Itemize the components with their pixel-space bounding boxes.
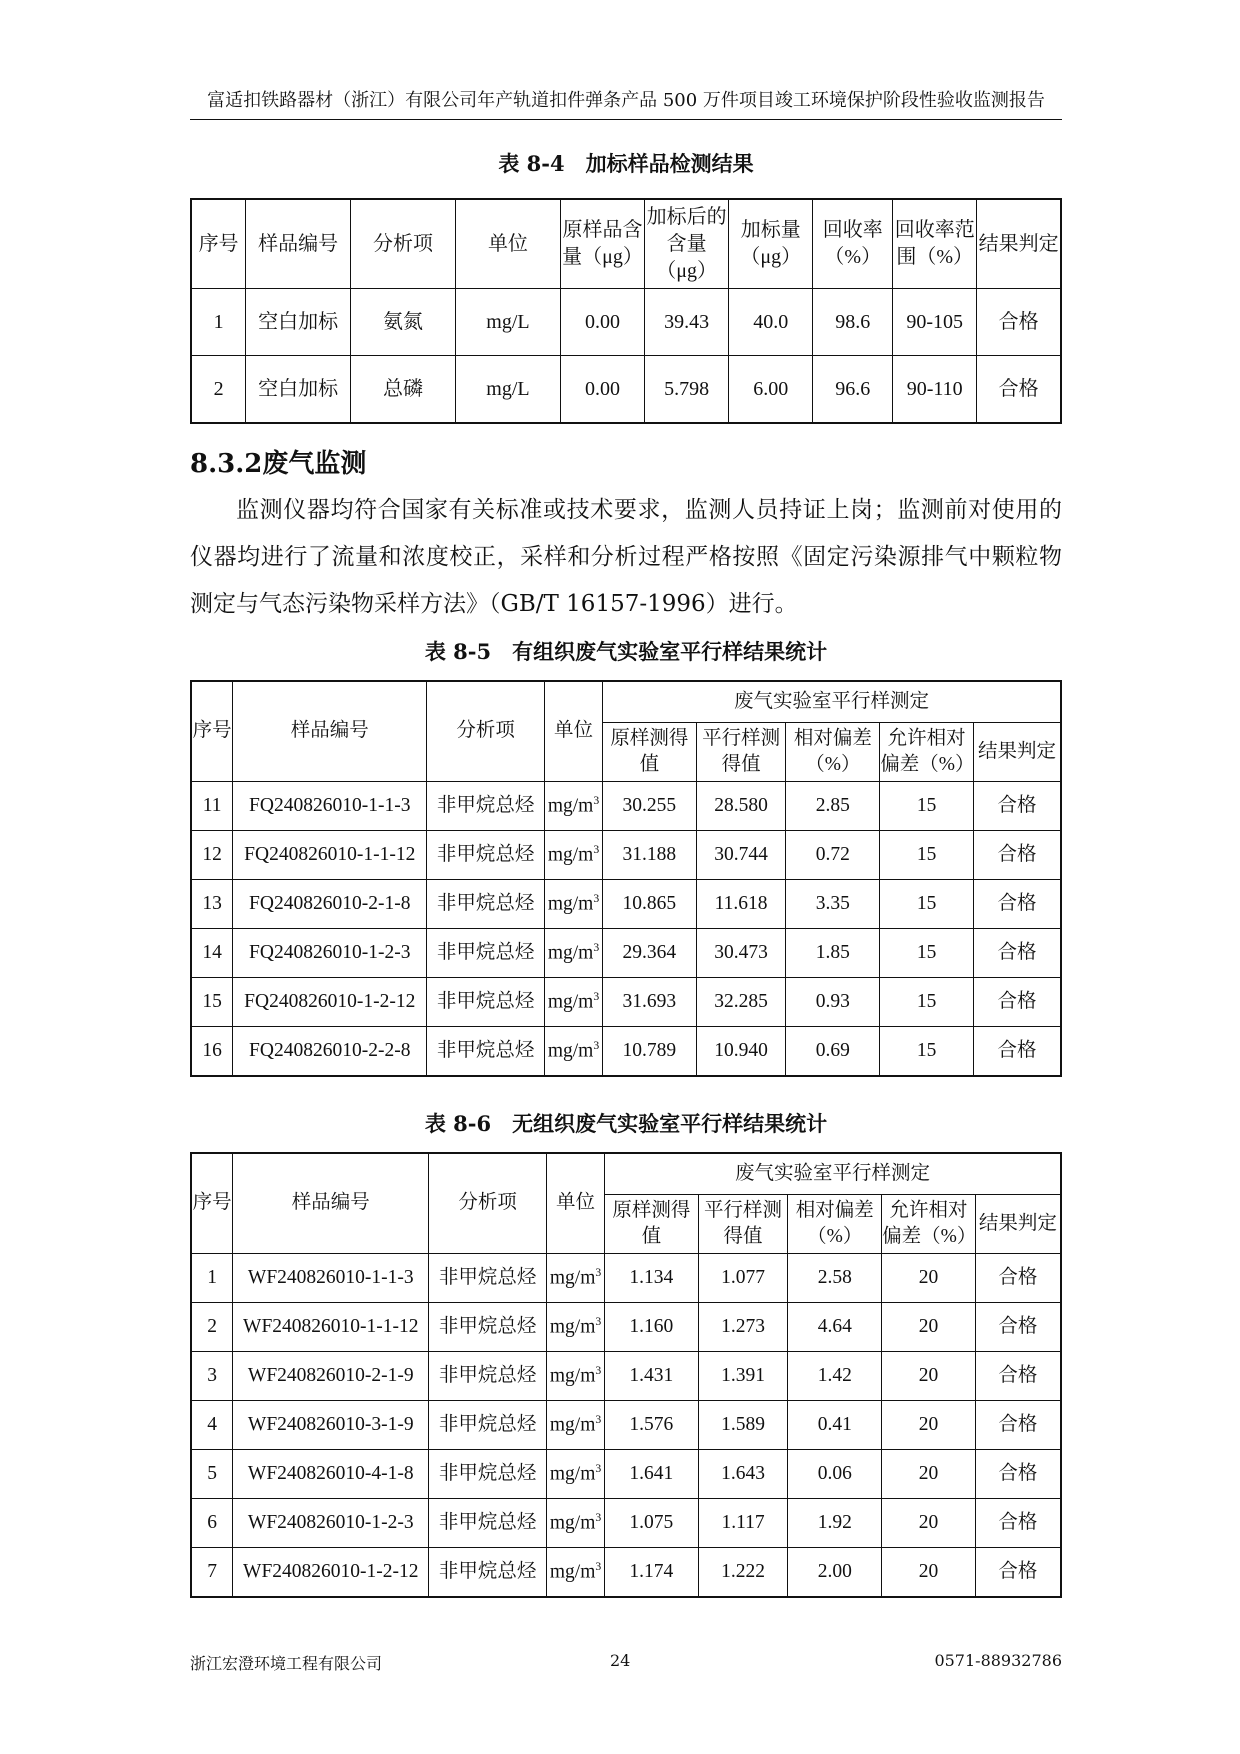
cell: WF240826010-1-1-3	[233, 1254, 429, 1303]
cell: 非甲烷总烃	[427, 978, 545, 1027]
header-group-cell: 废气实验室平行样测定	[603, 681, 1062, 723]
unit-text: mg/m	[549, 1463, 596, 1485]
cell: WF240826010-1-1-12	[233, 1303, 429, 1352]
cell: 96.6	[813, 356, 893, 424]
table-row	[191, 1303, 1061, 1352]
cell: 11	[191, 782, 233, 831]
cell: 30.473	[696, 929, 786, 978]
cell: FQ240826010-1-1-12	[233, 831, 427, 880]
unit-cell: $mg/m^3$	[545, 1027, 603, 1077]
cell: 0.69	[786, 1027, 880, 1077]
unit-cell: $mg/m^3$	[547, 1352, 605, 1401]
cell: 15	[880, 831, 974, 880]
cell: 非甲烷总烃	[427, 880, 545, 929]
table-row	[191, 1254, 1061, 1303]
cell: 合格	[973, 1027, 1061, 1077]
unit-cell: $mg/m^3$	[547, 1499, 605, 1548]
table-header-row	[191, 1153, 1061, 1195]
cell: WF240826010-1-2-12	[233, 1548, 429, 1598]
header-cell: 相对偏差（%）	[786, 723, 880, 782]
section-paragraph: 监测仪器均符合国家有关标准或技术要求，监测人员持证上岗；监测前对使用的仪器均进行了流量和浓度校正，采样和分析过程严格按照《固定污染源排气中颗粒物测定与气态污染物采样方法》（GB/T 16157-1996）进行。	[190, 497, 1062, 617]
cell: 7	[191, 1548, 233, 1598]
cell: 15	[880, 1027, 974, 1077]
header-cell: 样品编号	[233, 681, 427, 782]
cell: 合格	[975, 1303, 1061, 1352]
cell: 14	[191, 929, 233, 978]
unit-cell: $mg/m^3$	[545, 782, 603, 831]
cell: 0.72	[786, 831, 880, 880]
table-row	[191, 831, 1061, 880]
cell: 1.391	[698, 1352, 788, 1401]
cell: 3	[191, 1352, 233, 1401]
unit-text: mg/m	[549, 1316, 596, 1338]
cell: 合格	[975, 1499, 1061, 1548]
header-cell: 回收率范围（%）	[893, 199, 977, 289]
unit-text: mg/m	[547, 844, 594, 866]
header-cell: 原样测得值	[603, 723, 697, 782]
footer-company: 浙江宏澄环境工程有限公司	[190, 1654, 383, 1673]
unit-cell: $mg/m^3$	[545, 880, 603, 929]
cell: 1.077	[698, 1254, 788, 1303]
cell: 非甲烷总烃	[429, 1352, 547, 1401]
header-cell: 分析项	[427, 681, 545, 782]
unit-cell: $mg/m^3$	[545, 978, 603, 1027]
table-8-4-caption: 表 8-4 加标样品检测结果	[498, 151, 754, 176]
cell: 合格	[973, 831, 1061, 880]
cell: 合格	[977, 356, 1061, 424]
cell: 1.117	[698, 1499, 788, 1548]
cell: 非甲烷总烃	[429, 1548, 547, 1598]
unit-cell: $mg/m^3$	[545, 929, 603, 978]
cell: 非甲烷总烃	[429, 1303, 547, 1352]
table-row	[191, 978, 1061, 1027]
table-row	[191, 782, 1061, 831]
cell: 非甲烷总烃	[429, 1450, 547, 1499]
cell: FQ240826010-1-1-3	[233, 782, 427, 831]
cell: 15	[191, 978, 233, 1027]
cell: 2.85	[786, 782, 880, 831]
section-title: 8.3.2废气监测	[190, 449, 367, 479]
cell: 合格	[973, 978, 1061, 1027]
header-cell: 结果判定	[977, 199, 1061, 289]
cell: 30.255	[603, 782, 697, 831]
header-cell: 原样测得值	[605, 1195, 699, 1254]
cell: 氨氮	[351, 289, 456, 356]
header-group-cell: 废气实验室平行样测定	[605, 1153, 1061, 1195]
cell: 空白加标	[246, 289, 351, 356]
cell: 0.41	[788, 1401, 882, 1450]
cell: 29.364	[603, 929, 697, 978]
cell: 1.431	[605, 1352, 699, 1401]
cell: 1.42	[788, 1352, 882, 1401]
cell: 1.576	[605, 1401, 699, 1450]
unit-text: mg/m	[547, 942, 594, 964]
cell: 15	[880, 880, 974, 929]
cell: 合格	[977, 289, 1061, 356]
cell: 4	[191, 1401, 233, 1450]
cell: 39.43	[645, 289, 729, 356]
cell: 合格	[975, 1548, 1061, 1598]
cell: 15	[880, 782, 974, 831]
unit-text: mg/m	[549, 1512, 596, 1534]
cell: 20	[882, 1548, 976, 1598]
cell: 10.789	[603, 1027, 697, 1077]
footer-phone: 0571-88932786	[934, 1651, 1062, 1670]
unit-text: mg/m	[547, 1040, 594, 1062]
header-cell: 序号	[191, 199, 246, 289]
cell: 合格	[973, 880, 1061, 929]
cell: 非甲烷总烃	[429, 1254, 547, 1303]
unit-text: mg/m	[549, 1365, 596, 1387]
header-cell: 平行样测得值	[696, 723, 786, 782]
table-8-6	[190, 1152, 1062, 1598]
cell: 1.273	[698, 1303, 788, 1352]
cell: 20	[882, 1254, 976, 1303]
cell: mg/L	[455, 289, 560, 356]
header-cell: 回收率（%）	[813, 199, 893, 289]
table-row	[191, 289, 1061, 356]
cell: 32.285	[696, 978, 786, 1027]
cell: 1	[191, 289, 246, 356]
table-row	[191, 1450, 1061, 1499]
cell: 2.58	[788, 1254, 882, 1303]
cell: 40.0	[729, 289, 813, 356]
cell: 20	[882, 1303, 976, 1352]
cell: 合格	[973, 929, 1061, 978]
cell: 10.865	[603, 880, 697, 929]
table-row	[191, 1027, 1061, 1077]
cell: 非甲烷总烃	[429, 1401, 547, 1450]
unit-text: mg/m	[549, 1414, 596, 1436]
cell: 合格	[973, 782, 1061, 831]
header-cell: 单位	[545, 681, 603, 782]
unit-text: mg/m	[549, 1561, 596, 1583]
header-cell: 单位	[455, 199, 560, 289]
cell: 1.160	[605, 1303, 699, 1352]
unit-cell: $mg/m^3$	[547, 1254, 605, 1303]
cell: 非甲烷总烃	[427, 929, 545, 978]
cell: 12	[191, 831, 233, 880]
cell: 20	[882, 1352, 976, 1401]
cell: WF240826010-1-2-3	[233, 1499, 429, 1548]
cell: 1.222	[698, 1548, 788, 1598]
unit-cell: $mg/m^3$	[545, 831, 603, 880]
table-8-4	[190, 198, 1062, 424]
header-cell: 相对偏差（%）	[788, 1195, 882, 1254]
header-cell: 允许相对偏差（%）	[882, 1195, 976, 1254]
cell: 90-110	[893, 356, 977, 424]
unit-cell: $mg/m^3$	[547, 1303, 605, 1352]
header-cell: 结果判定	[973, 723, 1061, 782]
header-cell: 样品编号	[246, 199, 351, 289]
cell: 10.940	[696, 1027, 786, 1077]
cell: FQ240826010-2-1-8	[233, 880, 427, 929]
cell: 1	[191, 1254, 233, 1303]
cell: 6.00	[729, 356, 813, 424]
header-cell: 序号	[191, 681, 233, 782]
header-cell: 单位	[547, 1153, 605, 1254]
cell: 0.00	[560, 289, 644, 356]
cell: FQ240826010-1-2-3	[233, 929, 427, 978]
cell: 合格	[975, 1450, 1061, 1499]
cell: 1.643	[698, 1450, 788, 1499]
footer-page-number: 24	[610, 1651, 631, 1670]
table-row	[191, 1352, 1061, 1401]
table-row	[191, 1401, 1061, 1450]
cell: 28.580	[696, 782, 786, 831]
cell: FQ240826010-1-2-12	[233, 978, 427, 1027]
unit-text: mg/m	[547, 991, 594, 1013]
table-row	[191, 929, 1061, 978]
cell: 0.93	[786, 978, 880, 1027]
cell: 合格	[975, 1352, 1061, 1401]
cell: 1.92	[788, 1499, 882, 1548]
cell: 非甲烷总烃	[427, 782, 545, 831]
unit-cell: $mg/m^3$	[547, 1450, 605, 1499]
unit-cell: $mg/m^3$	[547, 1548, 605, 1598]
cell: 0.00	[560, 356, 644, 424]
cell: 30.744	[696, 831, 786, 880]
header-cell: 序号	[191, 1153, 233, 1254]
cell: 2.00	[788, 1548, 882, 1598]
cell: 31.188	[603, 831, 697, 880]
cell: 1.641	[605, 1450, 699, 1499]
table-row	[191, 1499, 1061, 1548]
unit-text: mg/m	[549, 1267, 596, 1289]
cell: 1.589	[698, 1401, 788, 1450]
cell: 2	[191, 1303, 233, 1352]
cell: 1.134	[605, 1254, 699, 1303]
header-cell: 加标量（μg）	[729, 199, 813, 289]
cell: mg/L	[455, 356, 560, 424]
cell: 4.64	[788, 1303, 882, 1352]
unit-text: mg/m	[547, 795, 594, 817]
table-row	[191, 880, 1061, 929]
cell: WF240826010-4-1-8	[233, 1450, 429, 1499]
cell: 1.174	[605, 1548, 699, 1598]
cell: 非甲烷总烃	[427, 1027, 545, 1077]
cell: 非甲烷总烃	[429, 1499, 547, 1548]
header-cell: 分析项	[351, 199, 456, 289]
cell: 2	[191, 356, 246, 424]
table-header-row	[191, 681, 1061, 723]
table-row	[191, 356, 1061, 424]
cell: 31.693	[603, 978, 697, 1027]
cell: WF240826010-3-1-9	[233, 1401, 429, 1450]
table-header-row	[191, 199, 1061, 289]
header-cell: 结果判定	[975, 1195, 1061, 1254]
cell: 0.06	[788, 1450, 882, 1499]
header-cell: 允许相对偏差（%）	[880, 723, 974, 782]
cell: 98.6	[813, 289, 893, 356]
cell: 1.85	[786, 929, 880, 978]
cell: 20	[882, 1401, 976, 1450]
cell: FQ240826010-2-2-8	[233, 1027, 427, 1077]
unit-cell: $mg/m^3$	[547, 1401, 605, 1450]
cell: 11.618	[696, 880, 786, 929]
cell: 合格	[975, 1254, 1061, 1303]
cell: WF240826010-2-1-9	[233, 1352, 429, 1401]
table-8-6-caption: 表 8-6 无组织废气实验室平行样结果统计	[424, 1111, 828, 1136]
table-8-5	[190, 680, 1062, 1077]
cell: 90-105	[893, 289, 977, 356]
cell: 5.798	[645, 356, 729, 424]
header-cell: 样品编号	[233, 1153, 429, 1254]
header-cell: 平行样测得值	[698, 1195, 788, 1254]
cell: 非甲烷总烃	[427, 831, 545, 880]
cell: 空白加标	[246, 356, 351, 424]
cell: 16	[191, 1027, 233, 1077]
table-row	[191, 1548, 1061, 1598]
table-8-5-caption: 表 8-5 有组织废气实验室平行样结果统计	[424, 639, 828, 664]
header-cell: 加标后的含量（μg）	[645, 199, 729, 289]
page-header: 富适扣铁路器材（浙江）有限公司年产轨道扣件弹条产品 500 万件项目竣工环境保护阶段性验收监测报告	[190, 86, 1062, 120]
cell: 3.35	[786, 880, 880, 929]
cell: 20	[882, 1450, 976, 1499]
cell: 合格	[975, 1401, 1061, 1450]
cell: 15	[880, 929, 974, 978]
cell: 总磷	[351, 356, 456, 424]
cell: 20	[882, 1499, 976, 1548]
header-cell: 分析项	[429, 1153, 547, 1254]
cell: 1.075	[605, 1499, 699, 1548]
cell: 13	[191, 880, 233, 929]
cell: 5	[191, 1450, 233, 1499]
cell: 15	[880, 978, 974, 1027]
unit-text: mg/m	[547, 893, 594, 915]
cell: 6	[191, 1499, 233, 1548]
header-cell: 原样品含量（μg）	[560, 199, 644, 289]
